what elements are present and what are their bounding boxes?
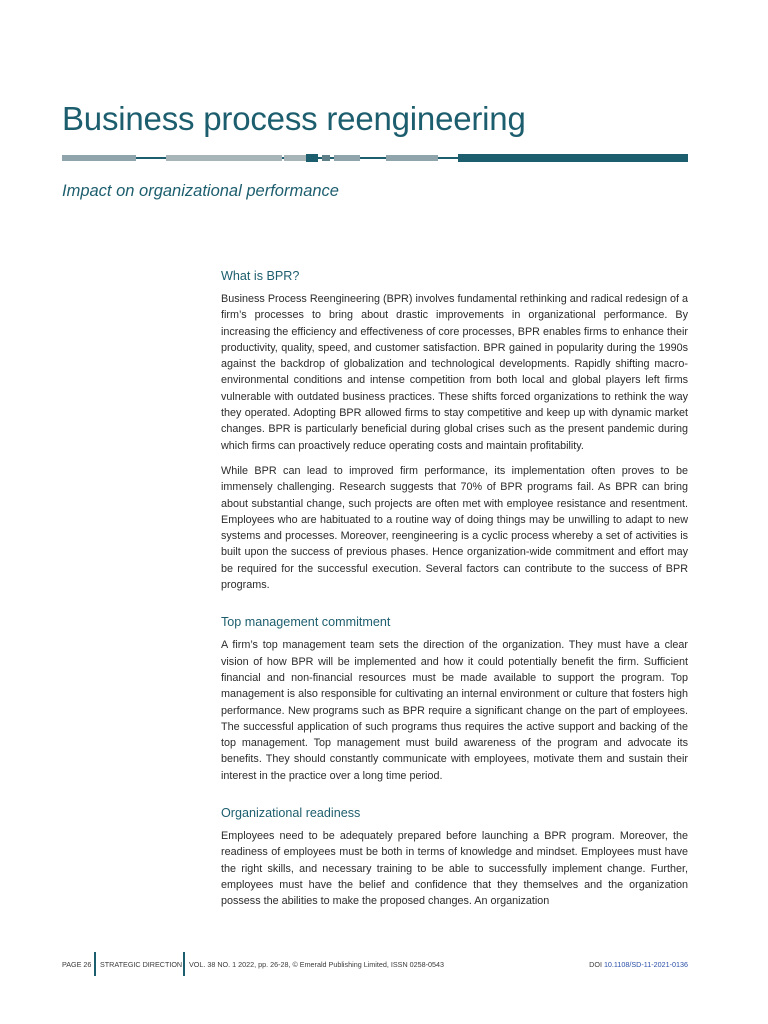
footer-divider [94,952,96,976]
article-body [221,268,688,910]
paragraph: A firm’s top management team sets the direction of the organization. They must have a clear vision of how BPR will be implemented and how it could potentially benefit the firm. Sufficient financial and non-financial resources must be made available to support the program. Top management is also responsible for cultivating an internal environment or culture that fosters high performance. New programs such as BPR require a significant change on the part of employees. The successful application of such programs thus requires the active support and backing of the top management. Top management must build awareness of the program and advocate its benefits. They should constantly communicate with employees, motivate them and sustain their interest in the practice over a long time period. [221,639,688,782]
footer-journal-name: STRATEGIC DIRECTION [100,960,183,969]
section-heading-top-management-commitment: Top management commitment [221,615,391,630]
section-heading-what-is-bpr: What is BPR? [221,269,300,283]
section-heading-organizational-readiness: Organizational readiness [221,806,361,821]
paragraph: Employees need to be adequately prepared before launching a BPR program. Moreover, the readiness of employees must be both in terms of knowledge and mindset. Employees must have the right skills, and necessary training to be able to successfully implement change. Further, employees must have the belief and confidence that they themselves and the organization possess the abilities to make the proposed changes. An organization [221,830,688,908]
title-decorative-rule [62,154,688,162]
footer-citation: VOL. 38 NO. 1 2022, pp. 26-28, © Emerald Publishing Limited, ISSN 0258-0543 [189,960,445,969]
footer-doi [589,960,688,969]
article-title: Business process reengineering [62,100,526,137]
footer-divider [183,952,185,976]
footer-doi-link[interactable]: 10.1108/SD-11-2021-0136 [603,960,688,969]
article-subtitle: Impact on organizational performance [62,182,339,200]
paragraph: Business Process Reengineering (BPR) involves fundamental rethinking and radical redesign of a firm’s processes to bring about drastic improvements in organizational performance. By increasing the efficiency and effectiveness of core processes, BPR enables firms to enhance their productivity, quality, speed, and customer satisfaction. BPR gained in popularity during the 1990s against the backdrop of globalization and technological developments. Rapidly shifting macro-environmental conditions and intense competition from both local and global players left firms vulnerable with outdated business practices. These shifts forced organizations to rethink the way they operated. Adopting BPR allowed firms to stay competitive and keep up with dynamic market changes. BPR is particularly beneficial during global crises such as the present pandemic during which firms can proactively reduce operating costs and maintain profitability. [221,293,688,452]
page-footer [62,952,688,976]
footer-doi-label: DOI [589,960,602,969]
footer-page-number: PAGE 26 [62,960,92,969]
paragraph: While BPR can lead to improved firm performance, its implementation often proves to be immensely challenging. Research suggests that 70% of BPR programs fail. As BPR can bring about substantial change, such projects are often met with employee resistance and resentment. Employees who are habituated to a routine way of doing things may be unwilling to adapt to new systems and processes. Moreover, reengineering is a cyclic process whereby a set of activities is built upon the success of previous phases. Hence organization-wide commitment and effort may be required for the successful execution. Several factors can contribute to the success of BPR programs. [221,464,688,592]
